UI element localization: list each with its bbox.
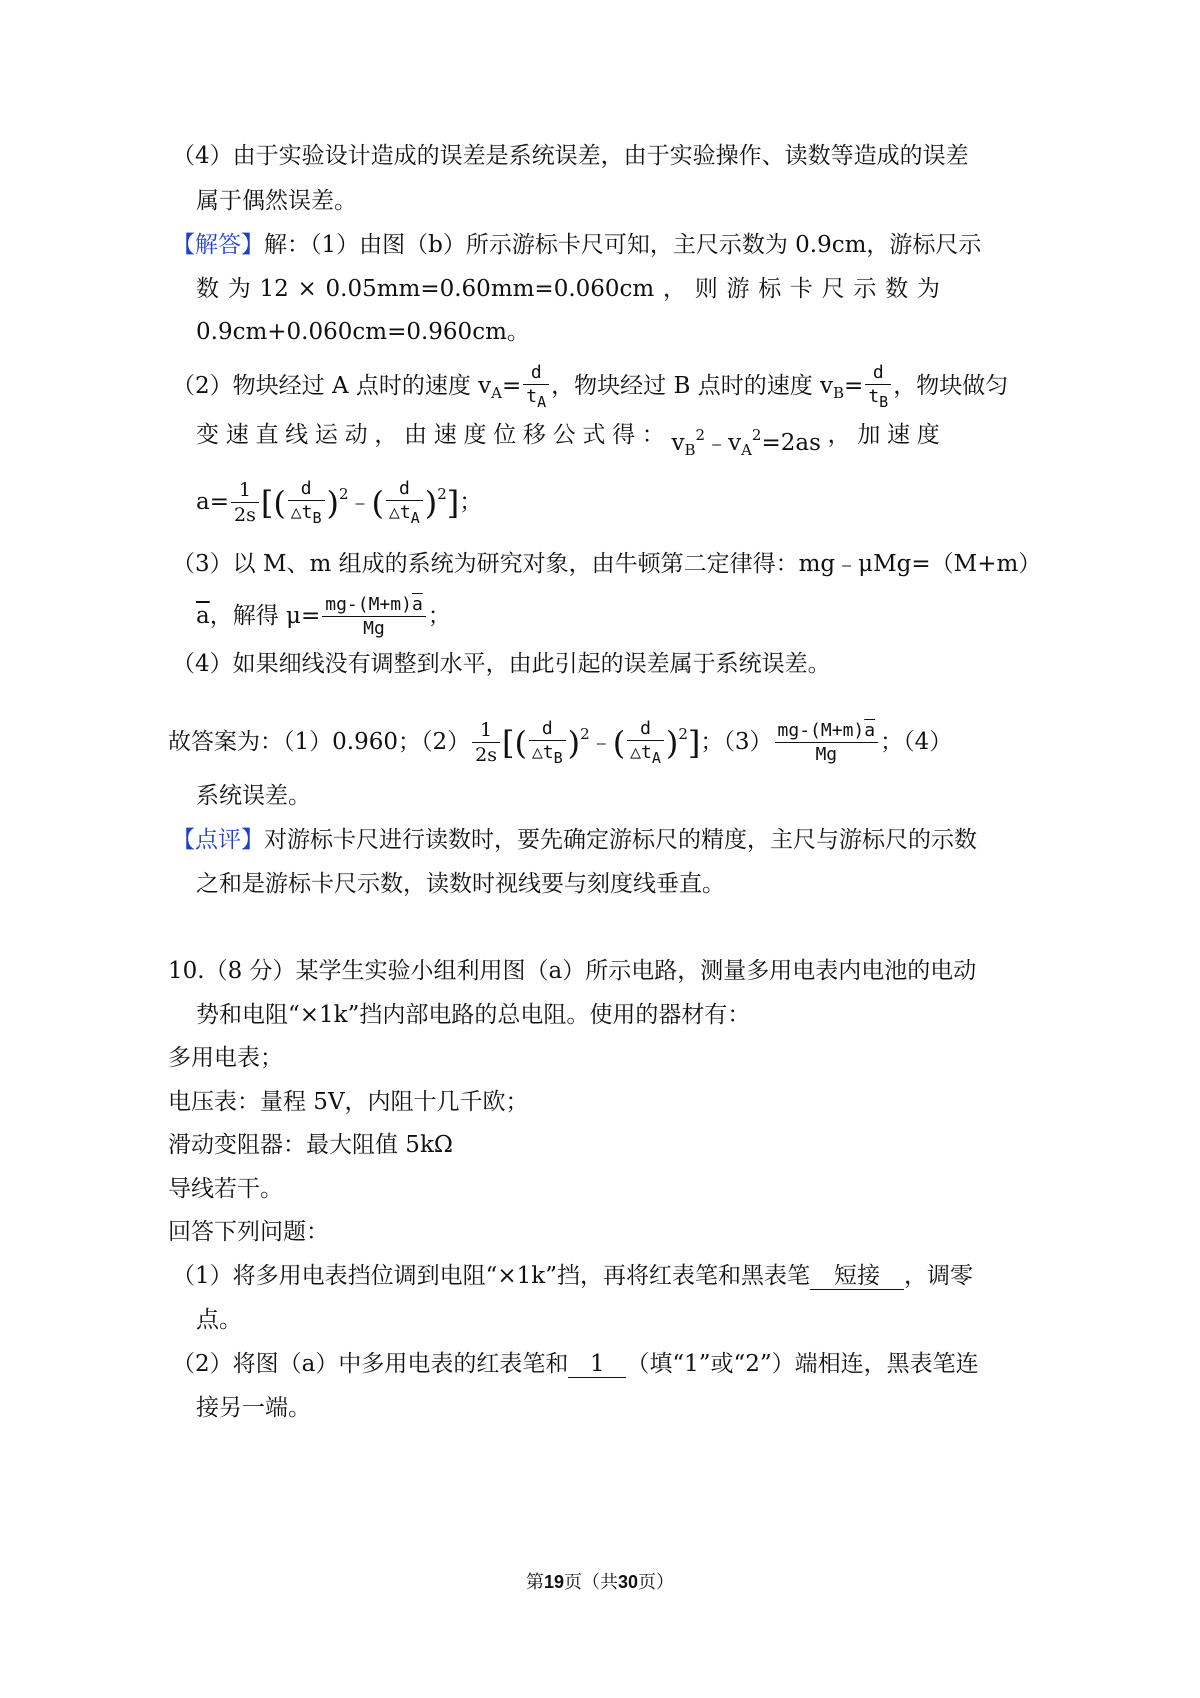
acceleration-formula [196, 466, 482, 531]
word: 变 [196, 422, 219, 448]
word: 动 [344, 422, 368, 448]
word: ， [827, 422, 851, 448]
text: 故答案为：（1）0.960；（2） [168, 729, 471, 755]
paren: ( [273, 484, 286, 522]
a-bar: $\overline{a}$ [864, 720, 876, 741]
solution-line1 [172, 230, 981, 260]
sub: A [537, 393, 547, 411]
word: 得 [612, 422, 636, 448]
fraction-vb [865, 364, 891, 410]
word: 速 [887, 422, 911, 448]
q10-item: 滑动变阻器：最大阻值 5kΩ [168, 1132, 453, 1158]
num: d [300, 478, 312, 499]
minus: ﹣ [589, 729, 613, 755]
word: × [297, 276, 317, 302]
word: 为 [916, 276, 940, 302]
word: 式 [582, 422, 606, 448]
word: 12 [259, 276, 289, 302]
word: ， [374, 422, 398, 448]
paren: ( [514, 724, 527, 762]
word: 速 [225, 422, 249, 448]
num: 1 [480, 719, 493, 741]
word: 尺 [821, 276, 845, 302]
text: ；（4） [880, 729, 953, 755]
den: Mg [815, 744, 838, 765]
text: 页） [638, 1572, 675, 1593]
sup: 2 [339, 485, 349, 503]
eq: = [502, 373, 522, 399]
q10-line1: 10.（8 分）某学生实验小组利用图（a）所示电路，测量多用电表内电池的电动 [168, 958, 977, 984]
word: ， [662, 276, 686, 302]
text: （1）将多用电表挡位调到电阻“×1k”挡，再将红表笔和黑表笔 [172, 1263, 810, 1289]
v: v [671, 430, 685, 456]
den: Mg [363, 618, 385, 639]
paren: ) [567, 724, 581, 762]
fraction-one-over-2s [472, 721, 500, 765]
bracket: ] [446, 484, 460, 522]
word: 度 [463, 422, 487, 448]
minus: ﹣ [705, 430, 729, 456]
text: （2）将图（a）中多用电表的红表笔和 [172, 1351, 569, 1377]
page-number: 19 [543, 1572, 564, 1592]
comment-text: 对游标卡尺进行读数时，要先确定游标尺的精度，主尺与游标尺的示数 [264, 827, 977, 853]
fraction-d-over-dta [627, 720, 664, 766]
solution-line2 [196, 274, 940, 304]
word: ： [641, 422, 665, 448]
text: a= [196, 489, 229, 515]
velocity-equation [672, 420, 821, 465]
fraction-d-over-dtb [529, 720, 566, 766]
solution-line3: 0.9cm+0.060cm=0.960cm。 [196, 319, 530, 345]
fraction-d-over-dta [386, 480, 423, 526]
word: 标 [758, 276, 782, 302]
word: 数 [196, 276, 219, 302]
a-bar: $\overline{a}$ [196, 603, 210, 629]
q10-sub1-line2: 点。 [196, 1307, 242, 1333]
minus: ﹣ [348, 489, 372, 515]
num: mg-(M+m) [777, 720, 865, 741]
text: （2）物块经过 A 点时的速度 v [172, 373, 492, 399]
solution-tag: 【解答】 [172, 232, 264, 258]
word: 度 [916, 422, 940, 448]
solution-s4: （4）如果细线没有调整到水平，由此引起的误差属于系统误差。 [172, 651, 831, 677]
word: 直 [255, 422, 279, 448]
sub: A [410, 509, 420, 527]
den: △t [389, 502, 411, 523]
sub: B [833, 384, 845, 402]
q10-sub2-line1 [172, 1349, 979, 1379]
paren: ( [371, 484, 385, 522]
word: 游 [726, 276, 750, 302]
eq: =2as [761, 430, 821, 456]
word: 线 [285, 422, 309, 448]
text: 页（共 [564, 1572, 618, 1593]
fraction-mu [322, 596, 426, 638]
q10-item: 电压表：量程 5V，内阻十几千欧； [168, 1089, 529, 1115]
word: 数 [885, 276, 909, 302]
word: 移 [522, 422, 546, 448]
sub: B [879, 393, 889, 411]
word: 公 [552, 422, 576, 448]
den: △t [630, 742, 652, 763]
solution-s3-line1: （3）以 M、m 组成的系统为研究对象，由牛顿第二定律得：mg﹣μMg=（M+m） [172, 551, 1042, 577]
text: ，物块经过 B 点时的速度 v [551, 373, 834, 399]
text: ，调零 [904, 1263, 973, 1289]
den: t [526, 386, 538, 407]
text: ；（3） [700, 729, 773, 755]
a-bar: $\overline{a}$ [411, 594, 423, 615]
solution-line1-text: 解：（1）由图（b）所示游标卡尺可知，主尺示数为 0.9cm，游标尺示 [264, 232, 982, 258]
page-footer [0, 1570, 1200, 1595]
bracket: [ [260, 484, 274, 522]
word: 加 [857, 422, 881, 448]
comment-tag: 【点评】 [172, 827, 264, 853]
sup: 2 [695, 426, 706, 444]
sup: 2 [751, 426, 762, 444]
num: d [398, 478, 410, 499]
solution-s2-line1 [172, 364, 1008, 415]
v: v [728, 430, 742, 456]
den: t [868, 386, 880, 407]
num: 1 [238, 479, 251, 501]
num: mg-(M+m) [325, 594, 412, 615]
bracket: ] [687, 724, 701, 762]
answer-blank: 1 [568, 1351, 626, 1378]
den: △t [531, 742, 554, 763]
bracket: [ [501, 724, 515, 762]
word: 为 [227, 276, 251, 302]
den: 2s [233, 504, 256, 526]
paren: ) [424, 484, 438, 522]
word: 速 [433, 422, 457, 448]
word: 卡 [789, 276, 813, 302]
fraction-d-over-dtb [288, 480, 325, 526]
text: ； [459, 489, 483, 515]
num: d [530, 362, 542, 383]
sup: 2 [678, 725, 688, 743]
num: d [640, 718, 651, 739]
answer-blank: 短接 [810, 1263, 904, 1290]
text: （填“1”或“2”）端相连，黑表笔连 [626, 1351, 979, 1377]
word: 示 [853, 276, 877, 302]
solution-s3-line2 [196, 592, 451, 640]
sup: 2 [437, 485, 447, 503]
sub: A [491, 384, 503, 402]
solution-s2-line2 [196, 420, 940, 465]
paren: ( [612, 724, 626, 762]
comment-line1 [172, 825, 977, 855]
sub: A [741, 441, 752, 459]
sub: B [553, 749, 563, 767]
q10-sub2-line2: 接另一端。 [196, 1395, 311, 1421]
page-total: 30 [618, 1572, 639, 1592]
text: ； [427, 603, 451, 629]
text: ，物块做匀 [893, 373, 1009, 399]
word: 运 [314, 422, 338, 448]
paren: ) [665, 724, 679, 762]
sub: A [651, 749, 661, 767]
den: 2s [475, 744, 497, 766]
sup: 2 [580, 725, 590, 743]
p4-line2: 属于偶然误差。 [196, 188, 357, 214]
word: 0.05mm=0.60mm=0.060cm [325, 276, 655, 302]
q10-item: 多用电表； [168, 1045, 283, 1071]
fraction-one-over-2s [231, 481, 259, 525]
eq: = [844, 373, 864, 399]
den: △t [290, 502, 313, 523]
answer-tail: 系统误差。 [196, 783, 311, 809]
q10-line2: 势和电阻“×1k”挡内部电路的总电阻。使用的器材有： [196, 1002, 751, 1028]
q10-item: 导线若干。 [168, 1176, 283, 1202]
fraction-va [523, 364, 549, 410]
sub: B [684, 441, 696, 459]
comment-line2: 之和是游标卡尺示数，读数时视线要与刻度线垂直。 [196, 871, 725, 897]
q10-item: 回答下列问题： [168, 1219, 329, 1245]
sub: B [312, 509, 322, 527]
num: d [541, 718, 553, 739]
num: d [872, 362, 884, 383]
fraction-mu [775, 722, 879, 764]
text: 第 [525, 1572, 544, 1593]
text: ，解得 μ= [209, 603, 321, 629]
p4-line1: （4）由于实验设计造成的误差是系统误差，由于实验操作、读数等造成的误差 [172, 143, 969, 169]
q10-sub1-line1 [172, 1261, 973, 1291]
word: 位 [493, 422, 517, 448]
word: 则 [694, 276, 718, 302]
paren: ) [326, 484, 339, 522]
word: 由 [404, 422, 428, 448]
answer-line [168, 706, 952, 771]
